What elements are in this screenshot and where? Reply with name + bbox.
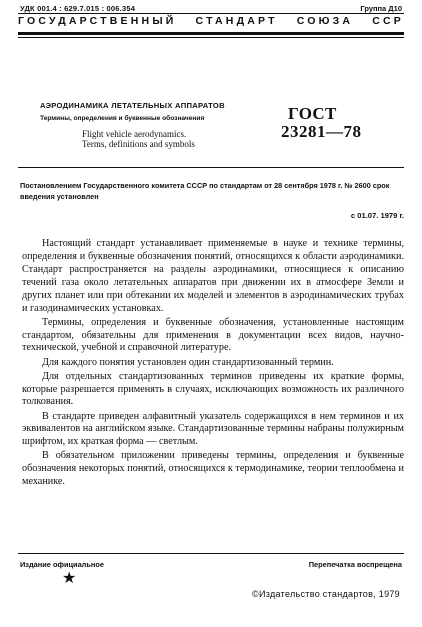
footer-rule [18, 553, 404, 554]
banner-word-4: ССР [372, 15, 404, 27]
star-icon: ★ [62, 570, 77, 587]
title-ru: АЭРОДИНАМИКА ЛЕТАТЕЛЬНЫХ АППАРАТОВ [40, 101, 225, 110]
banner-thick-rule [18, 32, 404, 35]
paragraph: В стандарте приведен алфавитный указатель содержащихся в нем терминов и их эквивалентов на английском языке. Стандартизованные термины набраны полужирным шрифтом, их краткая форма — светлым. [22, 410, 404, 448]
paragraph: В обязательном приложении приведены термины, определения и буквенные обозначения некоторых понятий, относящихся к термодинамике, теории теплообмена и механике. [22, 450, 404, 488]
banner-word-3: СОЮЗА [296, 15, 354, 27]
subtitle-en: Terms, definitions and symbols [82, 139, 195, 149]
paragraph: Для каждого понятия установлен один стандартизованный термин. [42, 356, 334, 368]
banner-word-2: СТАНДАРТ [195, 15, 278, 27]
gost-label: ГОСТ [288, 104, 337, 123]
title-rule [18, 167, 404, 168]
group-code: Группа Д10 [360, 4, 402, 13]
banner-word-1: ГОСУДАРСТВЕННЫЙ [18, 15, 177, 27]
udc-code: УДК 001.4 : 629.7.015 : 006.354 [20, 4, 136, 13]
top-rule [18, 13, 404, 14]
copyright-notice: ©Издательство стандартов, 1979 [252, 589, 400, 599]
standard-banner [18, 15, 404, 27]
official-edition-label: Издание официальное [20, 560, 105, 569]
decree-text: Постановлением Государственного комитета СССР по стандартам от 28 сентября 1978 г. № 2600 срок введения установлен [20, 181, 390, 201]
subtitle-ru: Термины, определения и буквенные обозначения [40, 115, 205, 122]
title-en: Flight vehicle aerodynamics. [82, 129, 187, 139]
effective-date: с 01.07. 1979 г. [350, 211, 404, 220]
reprint-prohibited-label: Перепечатка воспрещена [308, 560, 402, 569]
gost-number: 23281—78 [281, 122, 362, 141]
paragraph: Для отдельных стандартизованных терминов приведены их краткие формы, которые разрешается применять в случаях, исключающих возможность их различного толкования. [22, 370, 404, 408]
banner-thin-rule [18, 37, 404, 38]
paragraph: Настоящий стандарт устанавливает применяемые в науке и технике термины, определения и буквенные обозначения понятий, относящихся к области аэродинамики. Стандарт распространяется на разделы аэродинамики, относящиеся к описанию течений газа около летательных аппаратов при движении их в атмосфере Земли и других планет или при обтекании их моделей и элементов в аэродинамических трубах и газодинамических установках. [22, 238, 404, 314]
body-text [22, 238, 404, 490]
paragraph: Термины, определения и буквенные обозначения, установленные настоящим стандартом, обязательны для применения в документации всех видов, научно-технической, учебной и справочной литературе. [22, 316, 404, 354]
